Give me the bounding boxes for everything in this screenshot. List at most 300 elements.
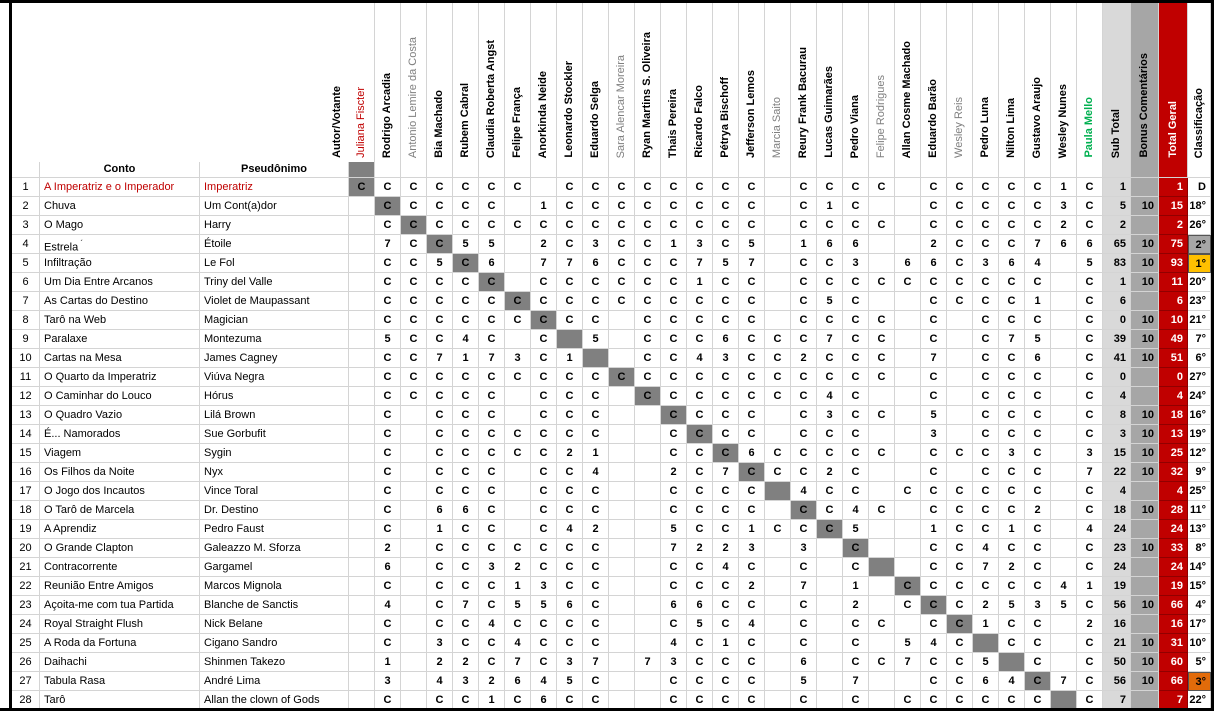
vote-cell-r9-v28[interactable]: C — [1077, 330, 1103, 349]
total-cell[interactable]: 49 — [1159, 330, 1188, 349]
vote-cell-r1-v1[interactable]: C — [375, 178, 401, 197]
vote-cell-r15-v5[interactable]: C — [479, 444, 505, 463]
class-cell[interactable]: 26° — [1188, 216, 1211, 235]
vote-cell-r25-v28[interactable]: C — [1077, 634, 1103, 653]
subtotal-cell[interactable]: 39 — [1103, 330, 1131, 349]
vote-cell-r22-v11[interactable] — [635, 577, 661, 596]
vote-cell-r11-v9[interactable]: C — [583, 368, 609, 387]
vote-cell-r25-v19[interactable]: C — [843, 634, 869, 653]
vote-cell-r26-v14[interactable]: C — [713, 653, 739, 672]
vote-cell-r3-v5[interactable]: C — [479, 216, 505, 235]
class-cell[interactable]: 16° — [1188, 406, 1211, 425]
vote-cell-r14-v27[interactable] — [1051, 425, 1077, 444]
vote-cell-r16-v1[interactable]: C — [375, 463, 401, 482]
vote-cell-r13-v3[interactable]: C — [427, 406, 453, 425]
vote-cell-r23-v12[interactable]: 6 — [661, 596, 687, 615]
vote-cell-r12-v15[interactable]: C — [739, 387, 765, 406]
vote-cell-r13-v23[interactable] — [947, 406, 973, 425]
vote-cell-r4-v5[interactable]: 5 — [479, 235, 505, 254]
voter-header-25[interactable] — [999, 3, 1025, 162]
vote-cell-r1-v4[interactable]: C — [453, 178, 479, 197]
vote-cell-r27-v12[interactable]: C — [661, 672, 687, 691]
bonus-cell[interactable] — [1131, 387, 1159, 406]
vote-cell-r13-v13[interactable]: C — [687, 406, 713, 425]
pseudonimo-cell[interactable]: Violet de Maupassant — [200, 292, 349, 311]
vote-cell-r10-v0[interactable] — [349, 349, 375, 368]
vote-cell-r19-v14[interactable]: C — [713, 520, 739, 539]
vote-cell-r20-v21[interactable] — [895, 539, 921, 558]
vote-cell-r21-v26[interactable]: C — [1025, 558, 1051, 577]
vote-cell-r13-v2[interactable] — [401, 406, 427, 425]
vote-cell-r27-v19[interactable]: 7 — [843, 672, 869, 691]
vote-cell-r20-v18[interactable] — [817, 539, 843, 558]
vote-cell-r20-v19[interactable]: C — [843, 539, 869, 558]
vote-cell-r7-v3[interactable]: C — [427, 292, 453, 311]
vote-cell-r8-v16[interactable] — [765, 311, 791, 330]
bonus-cell[interactable] — [1131, 520, 1159, 539]
vote-cell-r10-v20[interactable]: C — [869, 349, 895, 368]
vote-cell-r21-v2[interactable] — [401, 558, 427, 577]
vote-cell-r21-v21[interactable] — [895, 558, 921, 577]
vote-cell-r3-v1[interactable]: C — [375, 216, 401, 235]
vote-cell-r12-v23[interactable] — [947, 387, 973, 406]
total-cell[interactable]: 28 — [1159, 501, 1188, 520]
vote-cell-r24-v25[interactable]: C — [999, 615, 1025, 634]
vote-cell-r28-v12[interactable]: C — [661, 691, 687, 710]
total-cell[interactable]: 31 — [1159, 634, 1188, 653]
voter-header-16[interactable] — [765, 3, 791, 162]
vote-cell-r16-v17[interactable]: C — [791, 463, 817, 482]
vote-cell-r27-v11[interactable] — [635, 672, 661, 691]
vote-cell-r25-v8[interactable]: C — [557, 634, 583, 653]
vote-cell-r28-v9[interactable]: C — [583, 691, 609, 710]
vote-cell-r21-v18[interactable] — [817, 558, 843, 577]
vote-cell-r20-v12[interactable]: 7 — [661, 539, 687, 558]
vote-cell-r17-v11[interactable] — [635, 482, 661, 501]
vote-cell-r25-v11[interactable] — [635, 634, 661, 653]
subtotal-cell[interactable]: 1 — [1103, 273, 1131, 292]
vote-cell-r15-v25[interactable]: 3 — [999, 444, 1025, 463]
vote-cell-r6-v3[interactable]: C — [427, 273, 453, 292]
vote-cell-r26-v28[interactable]: C — [1077, 653, 1103, 672]
vote-cell-r15-v6[interactable]: C — [505, 444, 531, 463]
vote-cell-r9-v13[interactable]: C — [687, 330, 713, 349]
conto-cell[interactable]: Viagem — [40, 444, 200, 463]
vote-cell-r14-v1[interactable]: C — [375, 425, 401, 444]
vote-cell-r28-v25[interactable]: C — [999, 691, 1025, 710]
vote-cell-r1-v7[interactable] — [531, 178, 557, 197]
vote-cell-r25-v5[interactable]: C — [479, 634, 505, 653]
vote-cell-r2-v26[interactable]: C — [1025, 197, 1051, 216]
vote-cell-r10-v6[interactable]: 3 — [505, 349, 531, 368]
sub-header[interactable] — [1103, 3, 1131, 162]
vote-cell-r27-v18[interactable] — [817, 672, 843, 691]
vote-cell-r6-v11[interactable]: C — [635, 273, 661, 292]
vote-cell-r16-v0[interactable] — [349, 463, 375, 482]
vote-cell-r21-v25[interactable]: 2 — [999, 558, 1025, 577]
vote-cell-r12-v27[interactable] — [1051, 387, 1077, 406]
vote-cell-r24-v16[interactable] — [765, 615, 791, 634]
vote-cell-r23-v2[interactable] — [401, 596, 427, 615]
pseudonimo-cell[interactable]: Gargamel — [200, 558, 349, 577]
pseudonimo-cell[interactable]: Nyx — [200, 463, 349, 482]
class-cell[interactable]: 6° — [1188, 349, 1211, 368]
vote-cell-r7-v24[interactable]: C — [973, 292, 999, 311]
vote-cell-r19-v27[interactable] — [1051, 520, 1077, 539]
vote-cell-r1-v15[interactable]: C — [739, 178, 765, 197]
vote-cell-r3-v19[interactable]: C — [843, 216, 869, 235]
vote-cell-r18-v12[interactable]: C — [661, 501, 687, 520]
total-cell[interactable]: 10 — [1159, 311, 1188, 330]
vote-cell-r3-v25[interactable]: C — [999, 216, 1025, 235]
vote-cell-r21-v20[interactable] — [869, 558, 895, 577]
vote-cell-r20-v13[interactable]: 2 — [687, 539, 713, 558]
vote-cell-r17-v10[interactable] — [609, 482, 635, 501]
voter-header-23[interactable] — [947, 3, 973, 162]
vote-cell-r8-v21[interactable] — [895, 311, 921, 330]
vote-cell-r4-v27[interactable]: 6 — [1051, 235, 1077, 254]
vote-cell-r5-v3[interactable]: 5 — [427, 254, 453, 273]
vote-cell-r1-v28[interactable]: C — [1077, 178, 1103, 197]
total-cell[interactable]: 25 — [1159, 444, 1188, 463]
vote-cell-r2-v9[interactable]: C — [583, 197, 609, 216]
vote-cell-r16-v7[interactable]: C — [531, 463, 557, 482]
vote-cell-r12-v0[interactable] — [349, 387, 375, 406]
subtotal-cell[interactable]: 0 — [1103, 368, 1131, 387]
vote-cell-r24-v8[interactable]: C — [557, 615, 583, 634]
vote-cell-r1-v16[interactable] — [765, 178, 791, 197]
vote-cell-r11-v1[interactable]: C — [375, 368, 401, 387]
vote-cell-r6-v24[interactable]: C — [973, 273, 999, 292]
vote-cell-r3-v23[interactable]: C — [947, 216, 973, 235]
vote-cell-r20-v11[interactable] — [635, 539, 661, 558]
vote-cell-r19-v0[interactable] — [349, 520, 375, 539]
vote-cell-r22-v9[interactable]: C — [583, 577, 609, 596]
vote-cell-r15-v10[interactable] — [609, 444, 635, 463]
vote-cell-r26-v25[interactable] — [999, 653, 1025, 672]
vote-cell-r16-v27[interactable] — [1051, 463, 1077, 482]
vote-cell-r3-v3[interactable]: C — [427, 216, 453, 235]
vote-cell-r5-v4[interactable]: C — [453, 254, 479, 273]
vote-cell-r2-v14[interactable]: C — [713, 197, 739, 216]
vote-cell-r3-v7[interactable]: C — [531, 216, 557, 235]
vote-cell-r12-v10[interactable] — [609, 387, 635, 406]
vote-cell-r7-v21[interactable] — [895, 292, 921, 311]
vote-cell-r6-v28[interactable]: C — [1077, 273, 1103, 292]
vote-cell-r1-v20[interactable]: C — [869, 178, 895, 197]
vote-cell-r9-v16[interactable]: C — [765, 330, 791, 349]
subtotal-cell[interactable]: 24 — [1103, 520, 1131, 539]
vote-cell-r16-v11[interactable] — [635, 463, 661, 482]
class-header[interactable] — [1188, 3, 1211, 162]
vote-cell-r10-v17[interactable]: 2 — [791, 349, 817, 368]
vote-cell-r8-v22[interactable]: C — [921, 311, 947, 330]
vote-cell-r12-v4[interactable]: C — [453, 387, 479, 406]
vote-cell-r18-v15[interactable]: C — [739, 501, 765, 520]
vote-cell-r7-v9[interactable]: C — [583, 292, 609, 311]
subtotal-cell[interactable]: 15 — [1103, 444, 1131, 463]
vote-cell-r4-v12[interactable]: 1 — [661, 235, 687, 254]
vote-cell-r20-v14[interactable]: 2 — [713, 539, 739, 558]
vote-cell-r21-v27[interactable] — [1051, 558, 1077, 577]
vote-cell-r10-v27[interactable] — [1051, 349, 1077, 368]
vote-cell-r17-v7[interactable]: C — [531, 482, 557, 501]
vote-cell-r11-v21[interactable] — [895, 368, 921, 387]
vote-cell-r15-v2[interactable] — [401, 444, 427, 463]
vote-cell-r19-v16[interactable]: C — [765, 520, 791, 539]
vote-cell-r3-v11[interactable]: C — [635, 216, 661, 235]
vote-cell-r22-v13[interactable]: C — [687, 577, 713, 596]
vote-cell-r2-v7[interactable]: 1 — [531, 197, 557, 216]
vote-cell-r26-v8[interactable]: 3 — [557, 653, 583, 672]
vote-cell-r23-v26[interactable]: 3 — [1025, 596, 1051, 615]
vote-cell-r21-v15[interactable]: C — [739, 558, 765, 577]
pseudonimo-cell[interactable]: Triny del Valle — [200, 273, 349, 292]
subtotal-cell[interactable]: 16 — [1103, 615, 1131, 634]
vote-cell-r22-v8[interactable]: C — [557, 577, 583, 596]
vote-cell-r11-v23[interactable] — [947, 368, 973, 387]
vote-cell-r20-v22[interactable]: C — [921, 539, 947, 558]
vote-cell-r5-v27[interactable] — [1051, 254, 1077, 273]
class-cell[interactable]: 2° — [1188, 235, 1211, 254]
voter-header-14[interactable] — [713, 3, 739, 162]
subtotal-cell[interactable]: 24 — [1103, 558, 1131, 577]
vote-cell-r12-v1[interactable]: C — [375, 387, 401, 406]
voter-header-1[interactable] — [375, 3, 401, 162]
vote-cell-r14-v11[interactable] — [635, 425, 661, 444]
vote-cell-r13-v10[interactable] — [609, 406, 635, 425]
vote-cell-r15-v4[interactable]: C — [453, 444, 479, 463]
vote-cell-r26-v19[interactable]: C — [843, 653, 869, 672]
vote-cell-r17-v28[interactable]: C — [1077, 482, 1103, 501]
vote-cell-r6-v16[interactable] — [765, 273, 791, 292]
vote-cell-r13-v21[interactable] — [895, 406, 921, 425]
subtotal-cell[interactable]: 1 — [1103, 178, 1131, 197]
vote-cell-r13-v22[interactable]: 5 — [921, 406, 947, 425]
pseudonimo-cell[interactable]: Nick Belane — [200, 615, 349, 634]
total-cell[interactable]: 18 — [1159, 406, 1188, 425]
subtotal-cell[interactable]: 0 — [1103, 311, 1131, 330]
vote-cell-r9-v21[interactable] — [895, 330, 921, 349]
vote-cell-r3-v26[interactable]: C — [1025, 216, 1051, 235]
conto-cell[interactable]: Um Dia Entre Arcanos — [40, 273, 200, 292]
bonus-cell[interactable]: 10 — [1131, 444, 1159, 463]
vote-cell-r10-v21[interactable] — [895, 349, 921, 368]
vote-cell-r1-v24[interactable]: C — [973, 178, 999, 197]
vote-cell-r10-v8[interactable]: 1 — [557, 349, 583, 368]
vote-cell-r11-v27[interactable] — [1051, 368, 1077, 387]
conto-cell[interactable]: Os Filhos da Noite — [40, 463, 200, 482]
vote-cell-r13-v6[interactable] — [505, 406, 531, 425]
vote-cell-r8-v20[interactable]: C — [869, 311, 895, 330]
vote-cell-r27-v6[interactable]: 6 — [505, 672, 531, 691]
pseudonimo-cell[interactable]: Harry — [200, 216, 349, 235]
vote-cell-r1-v8[interactable]: C — [557, 178, 583, 197]
vote-cell-r9-v15[interactable]: C — [739, 330, 765, 349]
vote-cell-r12-v17[interactable]: C — [791, 387, 817, 406]
vote-cell-r14-v10[interactable] — [609, 425, 635, 444]
vote-cell-r13-v5[interactable]: C — [479, 406, 505, 425]
vote-cell-r26-v21[interactable]: 7 — [895, 653, 921, 672]
vote-cell-r18-v3[interactable]: 6 — [427, 501, 453, 520]
vote-cell-r18-v24[interactable]: C — [973, 501, 999, 520]
vote-cell-r18-v9[interactable]: C — [583, 501, 609, 520]
vote-cell-r2-v2[interactable]: C — [401, 197, 427, 216]
vote-cell-r26-v2[interactable] — [401, 653, 427, 672]
vote-cell-r26-v26[interactable]: C — [1025, 653, 1051, 672]
bonus-cell[interactable]: 10 — [1131, 197, 1159, 216]
vote-cell-r11-v18[interactable]: C — [817, 368, 843, 387]
vote-cell-r26-v18[interactable] — [817, 653, 843, 672]
vote-cell-r7-v25[interactable]: C — [999, 292, 1025, 311]
vote-cell-r19-v5[interactable]: C — [479, 520, 505, 539]
conto-cell[interactable]: O Quarto da Imperatriz — [40, 368, 200, 387]
conto-cell[interactable]: O Jogo dos Incautos — [40, 482, 200, 501]
vote-cell-r5-v2[interactable]: C — [401, 254, 427, 273]
vote-cell-r11-v20[interactable]: C — [869, 368, 895, 387]
vote-cell-r9-v5[interactable]: C — [479, 330, 505, 349]
voter-header-15[interactable] — [739, 3, 765, 162]
vote-cell-r9-v18[interactable]: 7 — [817, 330, 843, 349]
vote-cell-r16-v25[interactable]: C — [999, 463, 1025, 482]
vote-cell-r25-v27[interactable] — [1051, 634, 1077, 653]
subtotal-cell[interactable]: 8 — [1103, 406, 1131, 425]
vote-cell-r24-v24[interactable]: 1 — [973, 615, 999, 634]
vote-cell-r7-v14[interactable]: C — [713, 292, 739, 311]
vote-cell-r25-v3[interactable]: 3 — [427, 634, 453, 653]
total-header[interactable] — [1159, 3, 1188, 162]
vote-cell-r25-v17[interactable]: C — [791, 634, 817, 653]
total-cell[interactable]: 16 — [1159, 615, 1188, 634]
vote-cell-r3-v18[interactable]: C — [817, 216, 843, 235]
voter-header-2[interactable] — [401, 3, 427, 162]
vote-cell-r26-v15[interactable]: C — [739, 653, 765, 672]
vote-cell-r5-v25[interactable]: 6 — [999, 254, 1025, 273]
vote-cell-r16-v23[interactable] — [947, 463, 973, 482]
vote-cell-r10-v26[interactable]: 6 — [1025, 349, 1051, 368]
vote-cell-r26-v22[interactable]: C — [921, 653, 947, 672]
vote-cell-r1-v23[interactable]: C — [947, 178, 973, 197]
vote-cell-r5-v19[interactable]: 3 — [843, 254, 869, 273]
vote-cell-r17-v26[interactable]: C — [1025, 482, 1051, 501]
vote-cell-r24-v27[interactable] — [1051, 615, 1077, 634]
vote-cell-r18-v25[interactable]: C — [999, 501, 1025, 520]
bonus-cell[interactable]: 10 — [1131, 653, 1159, 672]
vote-cell-r2-v16[interactable] — [765, 197, 791, 216]
vote-cell-r25-v7[interactable]: C — [531, 634, 557, 653]
vote-cell-r27-v16[interactable] — [765, 672, 791, 691]
vote-cell-r21-v8[interactable]: C — [557, 558, 583, 577]
total-cell[interactable]: 33 — [1159, 539, 1188, 558]
vote-cell-r5-v13[interactable]: 7 — [687, 254, 713, 273]
vote-cell-r18-v13[interactable]: C — [687, 501, 713, 520]
vote-cell-r16-v18[interactable]: 2 — [817, 463, 843, 482]
vote-cell-r14-v19[interactable]: C — [843, 425, 869, 444]
subtotal-cell[interactable]: 56 — [1103, 596, 1131, 615]
conto-cell[interactable]: Tabula Rasa — [40, 672, 200, 691]
vote-cell-r18-v21[interactable] — [895, 501, 921, 520]
vote-cell-r3-v15[interactable]: C — [739, 216, 765, 235]
vote-cell-r15-v15[interactable]: 6 — [739, 444, 765, 463]
vote-cell-r20-v1[interactable]: 2 — [375, 539, 401, 558]
vote-cell-r15-v7[interactable]: C — [531, 444, 557, 463]
vote-cell-r3-v28[interactable]: C — [1077, 216, 1103, 235]
vote-cell-r22-v17[interactable]: 7 — [791, 577, 817, 596]
vote-cell-r25-v24[interactable] — [973, 634, 999, 653]
vote-cell-r21-v4[interactable]: C — [453, 558, 479, 577]
vote-cell-r12-v21[interactable] — [895, 387, 921, 406]
vote-cell-r21-v5[interactable]: 3 — [479, 558, 505, 577]
bonus-cell[interactable] — [1131, 216, 1159, 235]
vote-cell-r1-v25[interactable]: C — [999, 178, 1025, 197]
vote-cell-r2-v23[interactable]: C — [947, 197, 973, 216]
vote-cell-r8-v14[interactable]: C — [713, 311, 739, 330]
vote-cell-r13-v7[interactable]: C — [531, 406, 557, 425]
vote-cell-r26-v0[interactable] — [349, 653, 375, 672]
vote-cell-r27-v2[interactable] — [401, 672, 427, 691]
vote-cell-r17-v25[interactable]: C — [999, 482, 1025, 501]
pseudonimo-cell[interactable]: Marcos Mignola — [200, 577, 349, 596]
class-cell[interactable]: 10° — [1188, 634, 1211, 653]
vote-cell-r4-v21[interactable] — [895, 235, 921, 254]
vote-cell-r19-v9[interactable]: 2 — [583, 520, 609, 539]
vote-cell-r6-v1[interactable]: C — [375, 273, 401, 292]
vote-cell-r25-v23[interactable]: C — [947, 634, 973, 653]
pseudonimo-cell[interactable]: Hórus — [200, 387, 349, 406]
vote-cell-r26-v20[interactable]: C — [869, 653, 895, 672]
vote-cell-r2-v28[interactable]: C — [1077, 197, 1103, 216]
vote-cell-r10-v5[interactable]: 7 — [479, 349, 505, 368]
subtotal-cell[interactable]: 23 — [1103, 539, 1131, 558]
vote-cell-r17-v3[interactable]: C — [427, 482, 453, 501]
conto-cell[interactable]: Açoita-me com tua Partida — [40, 596, 200, 615]
vote-cell-r12-v19[interactable]: C — [843, 387, 869, 406]
vote-cell-r22-v21[interactable]: C — [895, 577, 921, 596]
vote-cell-r21-v16[interactable] — [765, 558, 791, 577]
vote-cell-r27-v24[interactable]: 6 — [973, 672, 999, 691]
vote-cell-r18-v2[interactable] — [401, 501, 427, 520]
conto-cell[interactable]: Estrela ´ — [40, 235, 200, 254]
vote-cell-r14-v0[interactable] — [349, 425, 375, 444]
vote-cell-r14-v9[interactable]: C — [583, 425, 609, 444]
pseudonimo-cell[interactable]: Montezuma — [200, 330, 349, 349]
vote-cell-r14-v4[interactable]: C — [453, 425, 479, 444]
vote-cell-r17-v6[interactable] — [505, 482, 531, 501]
vote-cell-r13-v25[interactable]: C — [999, 406, 1025, 425]
vote-cell-r24-v15[interactable]: 4 — [739, 615, 765, 634]
vote-cell-r23-v13[interactable]: 6 — [687, 596, 713, 615]
vote-cell-r19-v25[interactable]: 1 — [999, 520, 1025, 539]
conto-cell[interactable]: Tarô na Web — [40, 311, 200, 330]
pseudonimo-cell[interactable]: Viúva Negra — [200, 368, 349, 387]
vote-cell-r6-v17[interactable]: C — [791, 273, 817, 292]
vote-cell-r12-v20[interactable] — [869, 387, 895, 406]
bonus-cell[interactable]: 10 — [1131, 539, 1159, 558]
vote-cell-r11-v12[interactable]: C — [661, 368, 687, 387]
vote-cell-r27-v27[interactable]: 7 — [1051, 672, 1077, 691]
vote-cell-r17-v9[interactable]: C — [583, 482, 609, 501]
vote-cell-r16-v9[interactable]: 4 — [583, 463, 609, 482]
vote-cell-r10-v22[interactable]: 7 — [921, 349, 947, 368]
vote-cell-r11-v17[interactable]: C — [791, 368, 817, 387]
vote-cell-r7-v28[interactable]: C — [1077, 292, 1103, 311]
vote-cell-r8-v5[interactable]: C — [479, 311, 505, 330]
conto-cell[interactable]: Chuva — [40, 197, 200, 216]
vote-cell-r8-v19[interactable]: C — [843, 311, 869, 330]
vote-cell-r7-v1[interactable]: C — [375, 292, 401, 311]
bonus-cell[interactable]: 10 — [1131, 273, 1159, 292]
vote-cell-r21-v0[interactable] — [349, 558, 375, 577]
